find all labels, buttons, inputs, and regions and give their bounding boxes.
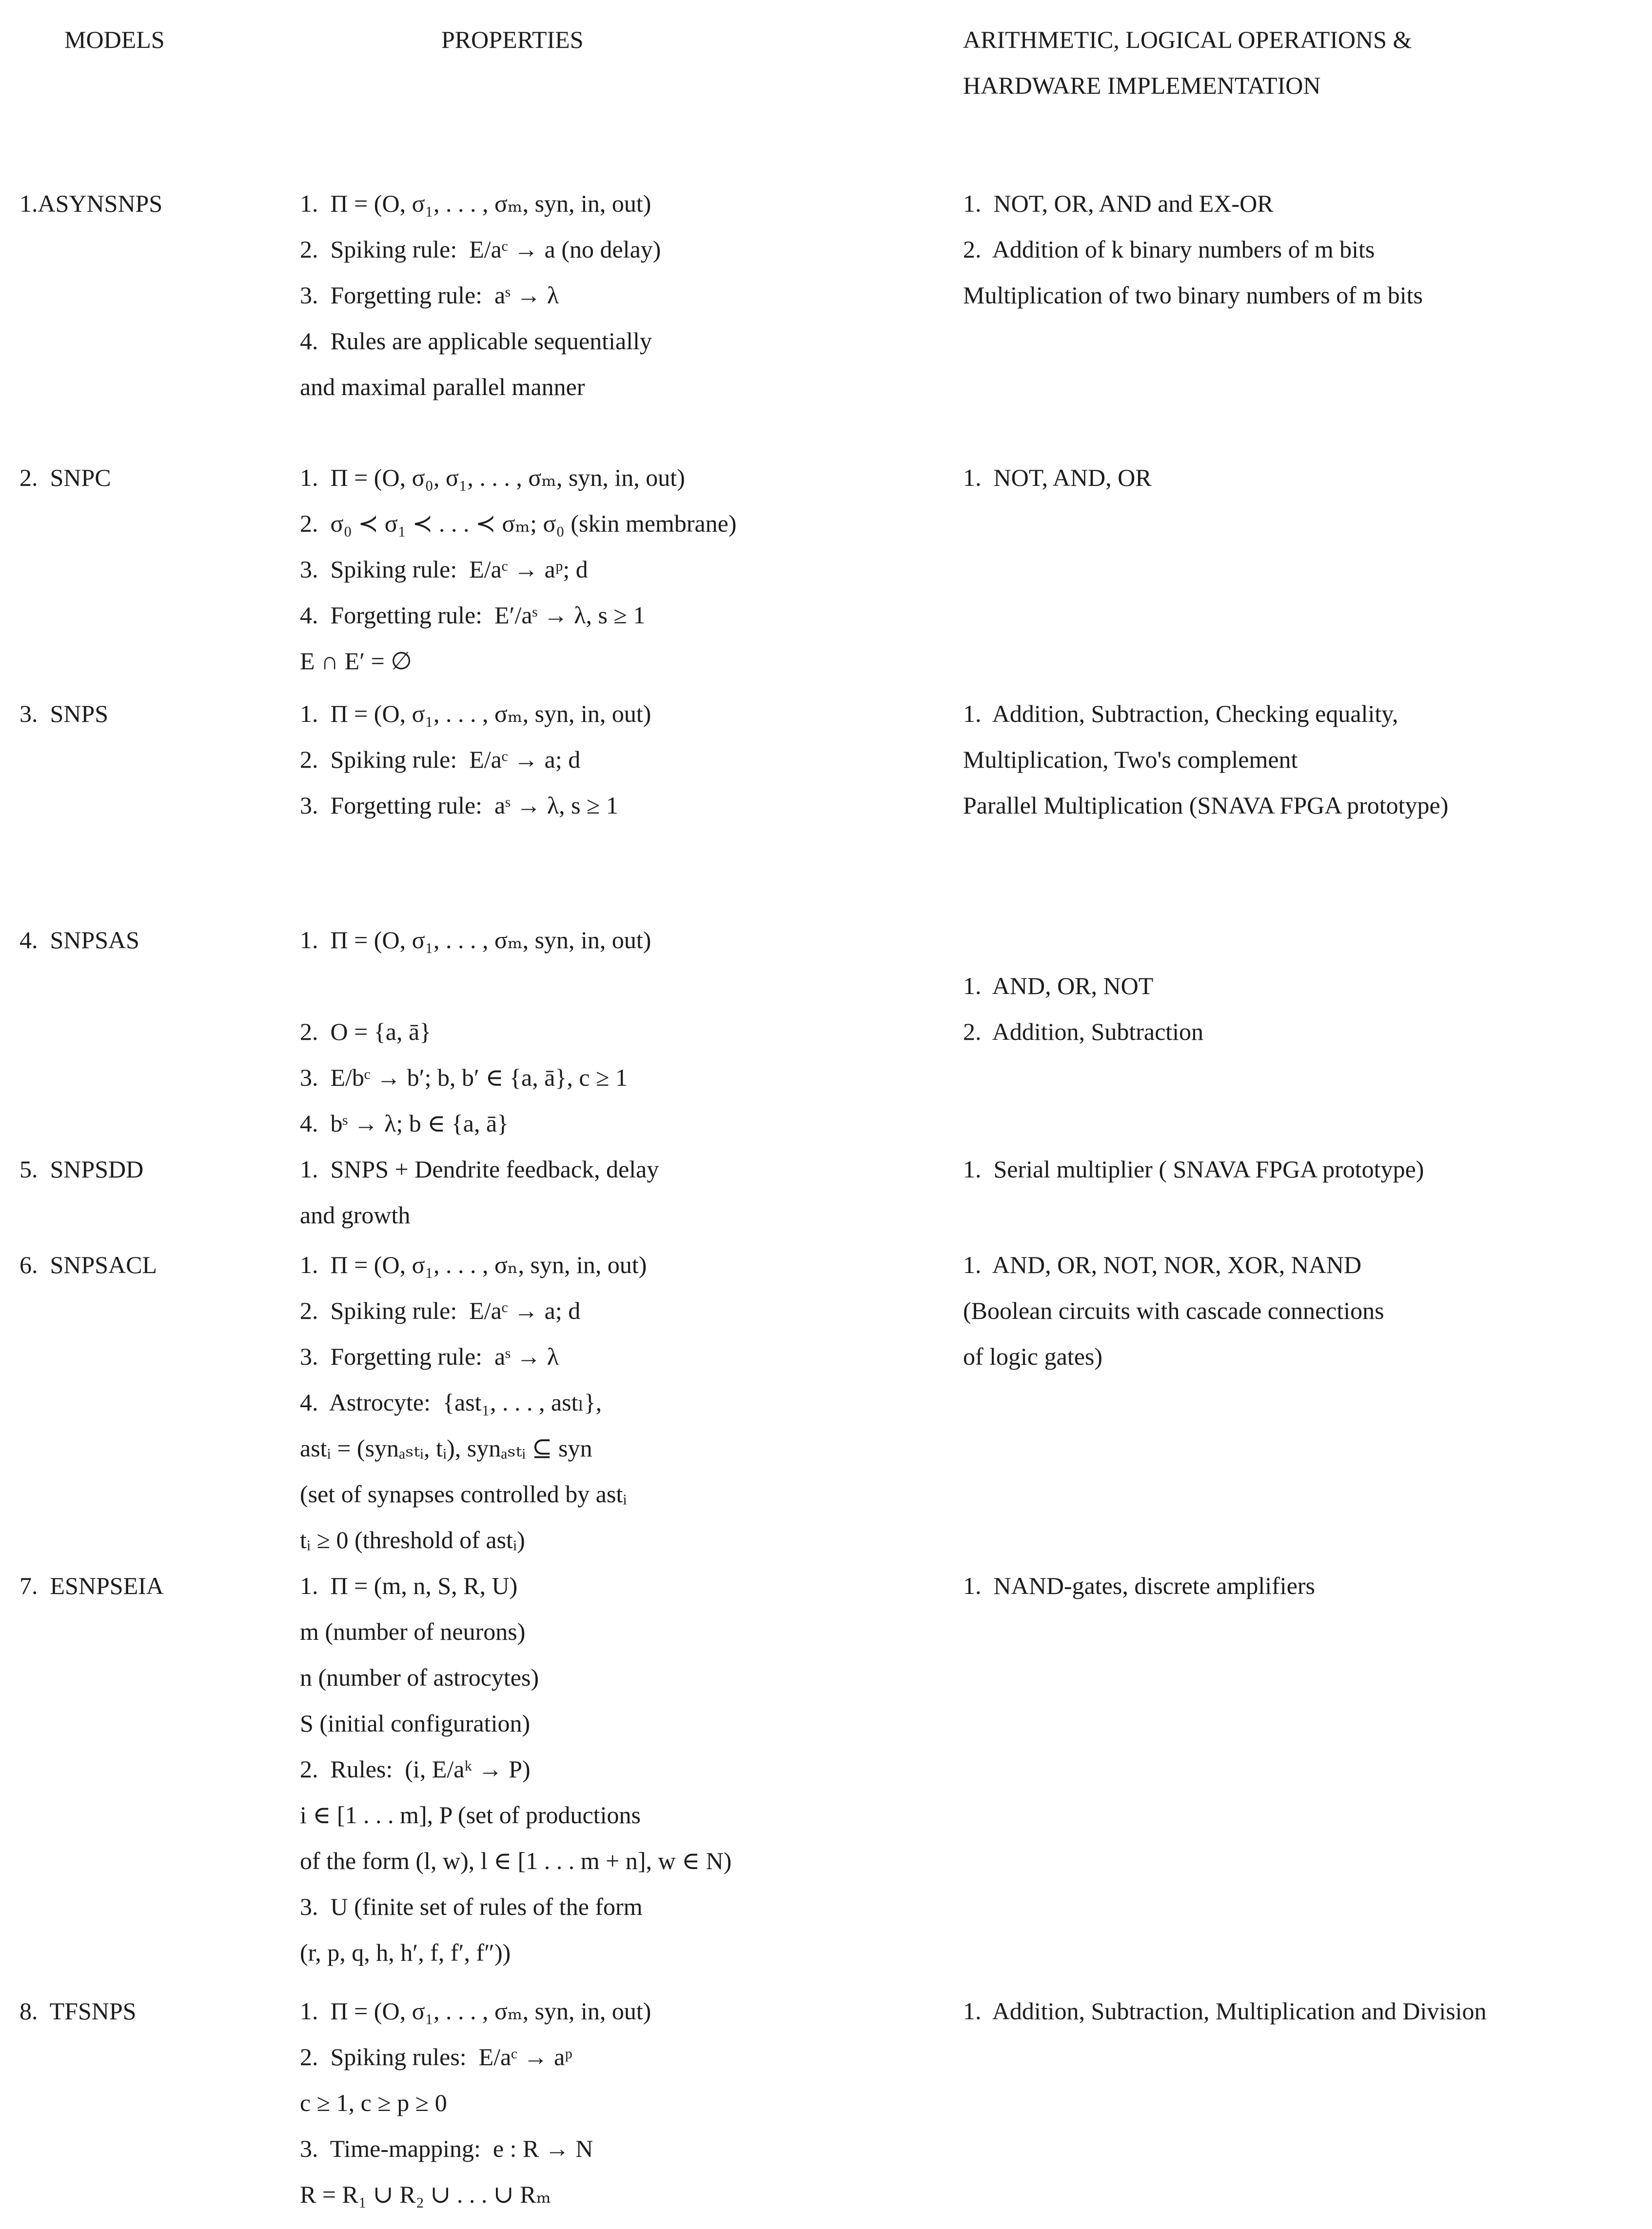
text-line: 1. Serial multiplier ( SNAVA FPGA prototype)	[963, 1155, 1424, 1183]
text-line: 1. AND, OR, NOT	[963, 972, 1154, 999]
text-line: and maximal parallel manner	[300, 373, 585, 400]
model-properties	[300, 691, 963, 828]
model-name: 6. SNPSACL	[20, 1251, 157, 1278]
text-line: Parallel Multiplication (SNAVA FPGA prototype)	[963, 792, 1449, 819]
text-line: 4. Rules are applicable sequentially	[300, 327, 652, 355]
text-line: of the form (l, w), l ∈ [1 . . . m + n], w ∈ N)	[300, 1847, 732, 1874]
text-line: astᵢ = (synₐₛₜᵢ, tᵢ), synₐₛₜᵢ ⊆ syn	[300, 1434, 592, 1462]
model-operations	[963, 917, 1640, 1055]
model-properties	[300, 455, 963, 684]
text-line: 1. NAND-gates, discrete amplifiers	[963, 1572, 1315, 1599]
text-line: 4. Forgetting rule: E′/aˢ → λ, s ≥ 1	[300, 601, 646, 629]
model-properties	[300, 1988, 963, 2217]
text-line: 1. NOT, AND, OR	[963, 464, 1152, 491]
text-line	[300, 963, 963, 1009]
text-line: 1. Addition, Subtraction, Checking equality,	[963, 700, 1398, 727]
model-operations	[963, 180, 1640, 318]
text-line: 2. Spiking rules: E/aᶜ → aᵖ	[300, 2043, 572, 2070]
text-line: n (number of astrocytes)	[300, 1664, 539, 1691]
model-name: 3. SNPS	[20, 700, 109, 727]
text-line: 1. AND, OR, NOT, NOR, XOR, NAND	[963, 1251, 1362, 1278]
text-line: 2. Spiking rule: E/aᶜ → a; d	[300, 746, 581, 773]
text-line: of logic gates)	[963, 1343, 1103, 1370]
text-line: 3. Forgetting rule: aˢ → λ, s ≥ 1	[300, 792, 619, 819]
text-line: 1. Π = (m, n, S, R, U)	[300, 1572, 518, 1599]
model-name: 4. SNPSAS	[20, 926, 139, 954]
text-line: 4. Astrocyte: {ast₁, . . . , astₗ},	[300, 1389, 602, 1416]
text-line: R = R₁ ∪ R₂ ∪ . . . ∪ Rₘ	[300, 2181, 551, 2208]
model-operations	[963, 1146, 1640, 1192]
model-row-snpsdd	[20, 1146, 1640, 1238]
text-line: 1. Π = (O, σ₁, . . . , σₘ, syn, in, out)	[300, 190, 651, 217]
text-line: Multiplication of two binary numbers of m bits	[963, 281, 1423, 309]
text-line: 1. Π = (O, σ₀, σ₁, . . . , σₘ, syn, in, out)	[300, 464, 685, 491]
text-line: 1. Π = (O, σ₁, . . . , σₘ, syn, in, out)	[300, 700, 651, 727]
text-line: 3. Forgetting rule: aˢ → λ	[300, 281, 559, 309]
text-line: ARITHMETIC, LOGICAL OPERATIONS &	[963, 26, 1412, 53]
model-row-esnpseia	[20, 1563, 1640, 1975]
text-line: tᵢ ≥ 0 (threshold of astᵢ)	[300, 1526, 525, 1553]
text-line	[963, 917, 1640, 963]
text-line: 1. SNPS + Dendrite feedback, delay	[300, 1155, 659, 1183]
text-line: 3. E/bᶜ → b′; b, b′ ∈ {a, ā}, c ≥ 1	[300, 1064, 628, 1091]
model-properties	[300, 1146, 963, 1238]
text-line: 3. U (finite set of rules of the form	[300, 1893, 643, 1920]
model-operations	[963, 1563, 1640, 1609]
model-row-asynsnps	[20, 180, 1640, 410]
text-line: 3. Spiking rule: E/aᶜ → aᵖ; d	[300, 556, 588, 583]
text-line: HARDWARE IMPLEMENTATION	[963, 72, 1321, 99]
text-line: 2. Spiking rule: E/aᶜ → a; d	[300, 1297, 581, 1324]
text-line: 2. O = {a, ā}	[300, 1018, 432, 1045]
model-name: 2. SNPC	[20, 464, 111, 491]
model-properties	[300, 180, 963, 410]
text-line: (Boolean circuits with cascade connections	[963, 1297, 1384, 1324]
model-properties	[300, 1242, 963, 1563]
text-line: 4. bˢ → λ; b ∈ {a, ā}	[300, 1110, 509, 1137]
text-line: 3. Time-mapping: e : R → N	[300, 2135, 593, 2162]
text-line: Multiplication, Two's complement	[963, 746, 1298, 773]
model-name: 1.ASYNSNPS	[20, 190, 163, 217]
model-name: 5. SNPSDD	[20, 1155, 144, 1183]
model-name: 7. ESNPSEIA	[20, 1572, 164, 1599]
text-line: 3. Forgetting rule: aˢ → λ	[300, 1343, 559, 1370]
text-line: 2. Addition, Subtraction	[963, 1018, 1204, 1045]
text-line: S (initial configuration)	[300, 1710, 531, 1737]
model-operations	[963, 1242, 1640, 1379]
model-operations	[963, 1988, 1640, 2034]
model-row-snpsas	[20, 917, 1640, 1146]
text-line: 1. Addition, Subtraction, Multiplication and Division	[963, 1997, 1487, 2025]
model-row-snpsacl	[20, 1242, 1640, 1563]
column-header-properties: PROPERTIES	[441, 26, 584, 53]
text-line: i ∈ [1 . . . m], P (set of productions	[300, 1801, 641, 1829]
model-operations	[963, 455, 1640, 500]
column-header-models: MODELS	[64, 26, 165, 53]
text-line: 1. Π = (O, σ₁, . . . , σₘ, syn, in, out)	[300, 1997, 651, 2025]
text-line: and growth	[300, 1201, 411, 1229]
text-line: 1. Π = (O, σ₁, . . . , σₙ, syn, in, out)	[300, 1251, 647, 1278]
text-line: 2. Rules: (i, E/aᵏ → P)	[300, 1755, 531, 1783]
model-operations	[963, 691, 1640, 828]
text-line: E ∩ E′ = ∅	[300, 647, 412, 675]
text-line: 2. Addition of k binary numbers of m bits	[963, 236, 1375, 263]
text-line: (r, p, q, h, h′, f, f′, f″))	[300, 1939, 511, 1966]
table-header	[20, 17, 1640, 108]
model-row-tfsnps	[20, 1988, 1640, 2217]
text-line: 1. Π = (O, σ₁, . . . , σₘ, syn, in, out)	[300, 926, 651, 954]
text-line: m (number of neurons)	[300, 1618, 526, 1645]
text-line: 2. Spiking rule: E/aᶜ → a (no delay)	[300, 236, 661, 263]
text-line: c ≥ 1, c ≥ p ≥ 0	[300, 2089, 447, 2116]
model-properties	[300, 1563, 963, 1975]
model-row-snpc	[20, 455, 1640, 684]
model-row-snps	[20, 691, 1640, 828]
text-line: (set of synapses controlled by astᵢ	[300, 1480, 627, 1508]
model-properties	[300, 917, 963, 1146]
model-name: 8. TFSNPS	[20, 1997, 137, 2025]
column-header-operations	[963, 17, 1640, 108]
text-line: 2. σ₀ ≺ σ₁ ≺ . . . ≺ σₘ; σ₀ (skin membrane)	[300, 510, 737, 537]
text-line: 1. NOT, OR, AND and EX-OR	[963, 190, 1274, 217]
